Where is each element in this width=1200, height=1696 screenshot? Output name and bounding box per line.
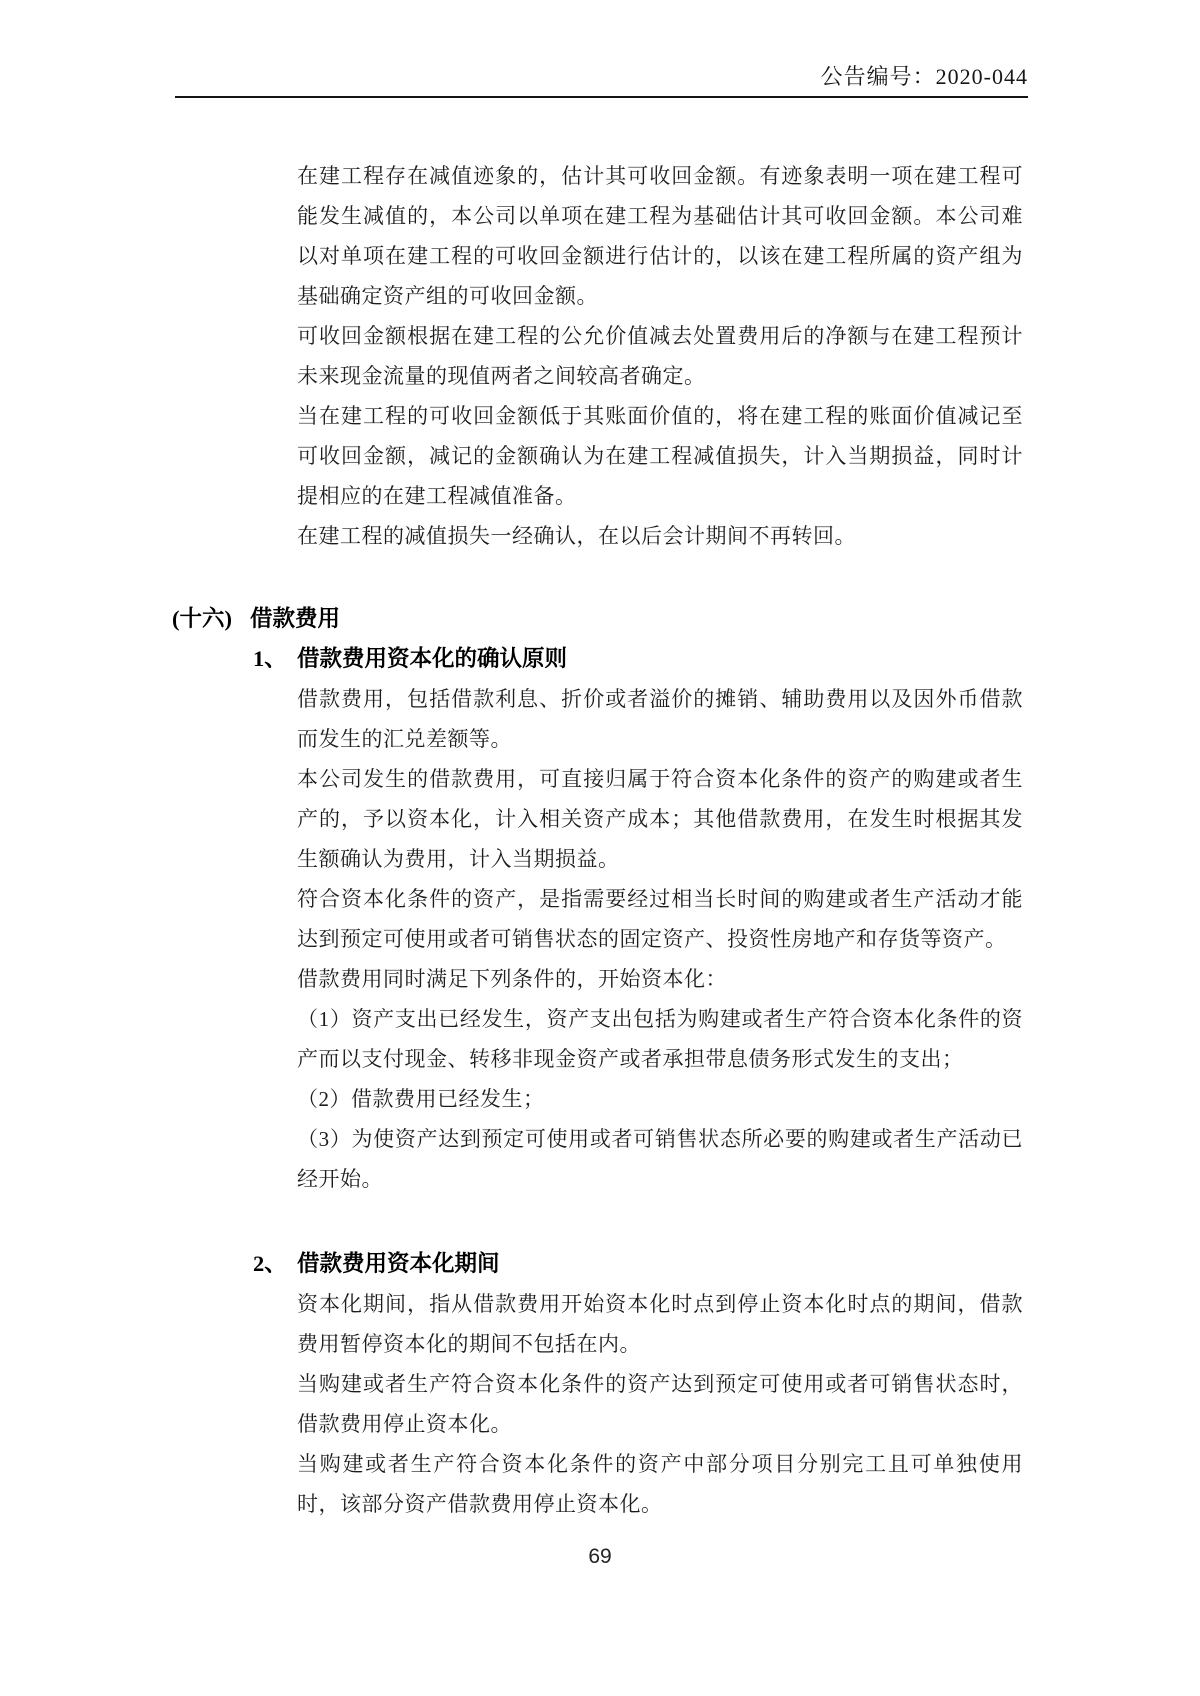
- subsection-number: 2、: [253, 1251, 287, 1276]
- subsection-number: 1、: [253, 646, 287, 671]
- section-title: 借款费用: [250, 606, 341, 631]
- body-paragraph: （2）借款费用已经发生；: [297, 1087, 545, 1111]
- page-number: 69: [588, 1545, 612, 1568]
- body-paragraph: （3）为使资产达到预定可使用或者可销售状态所必要的购建或者生产活动已经开始。: [297, 1127, 1023, 1191]
- subsection-heading-1: [253, 639, 1200, 679]
- intro-paragraph: 当在建工程的可收回金额低于其账面价值的，将在建工程的账面价值减记至可收回金额，减记的金额确认为在建工程减值损失，计入当期损益，同时计提相应的在建工程减值准备。: [297, 404, 1023, 508]
- intro-paragraph: 在建工程的减值损失一经确认，在以后会计期间不再转回。: [297, 524, 856, 548]
- body-paragraph: 借款费用同时满足下列条件的，开始资本化：: [297, 967, 727, 991]
- body-paragraph: 资本化期间，指从借款费用开始资本化时点到停止资本化时点的期间，借款费用暂停资本化的期间不包括在内。: [297, 1292, 1023, 1356]
- page-content: [0, 156, 1200, 1524]
- body-paragraph: （1）资产支出已经发生，资产支出包括为购建或者生产符合资本化条件的资产而以支付现金、转移非现金资产或者承担带息债务形式发生的支出；: [297, 1007, 1023, 1071]
- body-paragraph: 本公司发生的借款费用，可直接归属于符合资本化条件的资产的购建或者生产的，予以资本化，计入相关资产成本；其他借款费用，在发生时根据其发生额确认为费用，计入当期损益。: [297, 767, 1023, 871]
- subsection-title: 借款费用资本化期间: [297, 1251, 500, 1276]
- section-heading: [172, 599, 1200, 639]
- section-number: (十六): [172, 606, 232, 631]
- subsection-title: 借款费用资本化的确认原则: [297, 646, 568, 671]
- body-paragraph: 借款费用，包括借款利息、折价或者溢价的摊销、辅助费用以及因外币借款而发生的汇兑差额等。: [297, 687, 1023, 751]
- body-paragraph: 符合资本化条件的资产，是指需要经过相当长时间的购建或者生产活动才能达到预定可使用或者可销售状态的固定资产、投资性房地产和存货等资产。: [297, 887, 1023, 951]
- subsection-heading-2: [253, 1244, 1200, 1284]
- intro-paragraph: 在建工程存在减值迹象的，估计其可收回金额。有迹象表明一项在建工程可能发生减值的，本公司以单项在建工程为基础估计其可收回金额。本公司难以对单项在建工程的可收回金额进行估计的，以该在建工程所属的资产组为基础确定资产组的可收回金额。: [297, 164, 1023, 308]
- header-rule: [175, 96, 1028, 98]
- body-paragraph: 当购建或者生产符合资本化条件的资产达到预定可使用或者可销售状态时，借款费用停止资本化。: [297, 1372, 1023, 1436]
- intro-paragraph: 可收回金额根据在建工程的公允价值减去处置费用后的净额与在建工程预计未来现金流量的现值两者之间较高者确定。: [297, 324, 1023, 388]
- doc-number: 公告编号：2020-044: [820, 64, 1028, 89]
- body-paragraph: 当购建或者生产符合资本化条件的资产中部分项目分别完工且可单独使用时，该部分资产借款费用停止资本化。: [297, 1452, 1023, 1516]
